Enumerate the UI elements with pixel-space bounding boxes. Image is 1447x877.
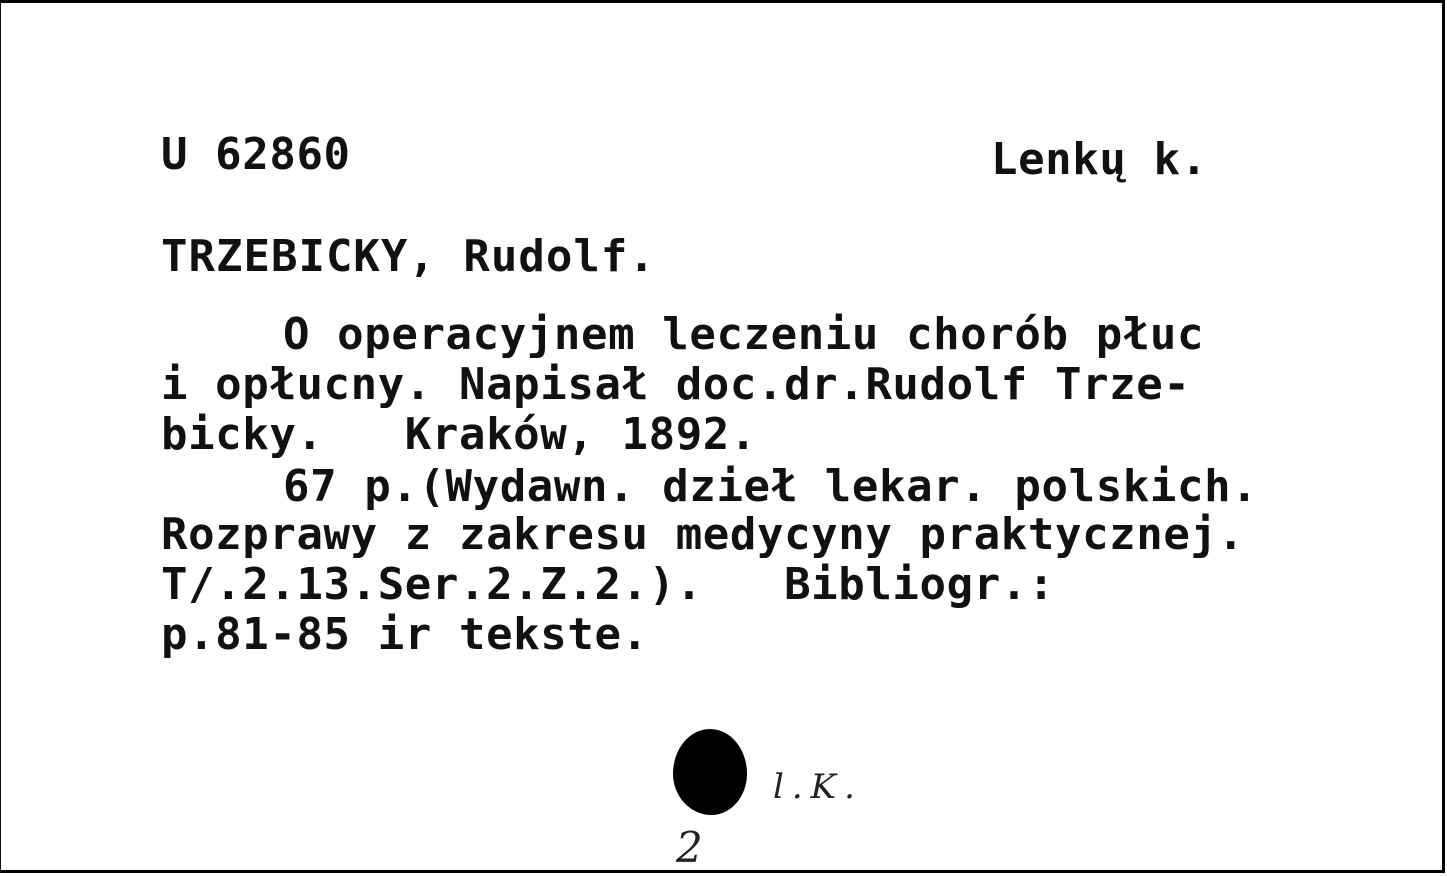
collation-line-4: p.81-85 ir tekste. bbox=[161, 609, 649, 660]
handwritten-number: 2 bbox=[676, 823, 703, 872]
collation-line-2: Rozprawy z zakresu medycyny praktycznej. bbox=[161, 509, 1245, 560]
author-heading: TRZEBICKY, Rudolf. bbox=[161, 231, 656, 282]
collection-label: Lenkų k. bbox=[991, 134, 1208, 185]
handwritten-initials: l.K. bbox=[773, 767, 863, 807]
punch-hole bbox=[673, 729, 747, 815]
collation-line-1: 67 p.(Wydawn. dzieł lekar. polskich. bbox=[283, 461, 1259, 512]
title-line-1: O operacyjnem leczeniu chorób płuc bbox=[283, 309, 1205, 360]
title-line-3: bicky. Kraków, 1892. bbox=[161, 409, 757, 460]
call-number: U 62860 bbox=[161, 129, 351, 180]
collation-line-3: T/.2.13.Ser.2.Z.2.). Bibliogr.: bbox=[161, 559, 1055, 610]
title-line-2: i opłucny. Napisał doc.dr.Rudolf Trze- bbox=[161, 359, 1191, 410]
